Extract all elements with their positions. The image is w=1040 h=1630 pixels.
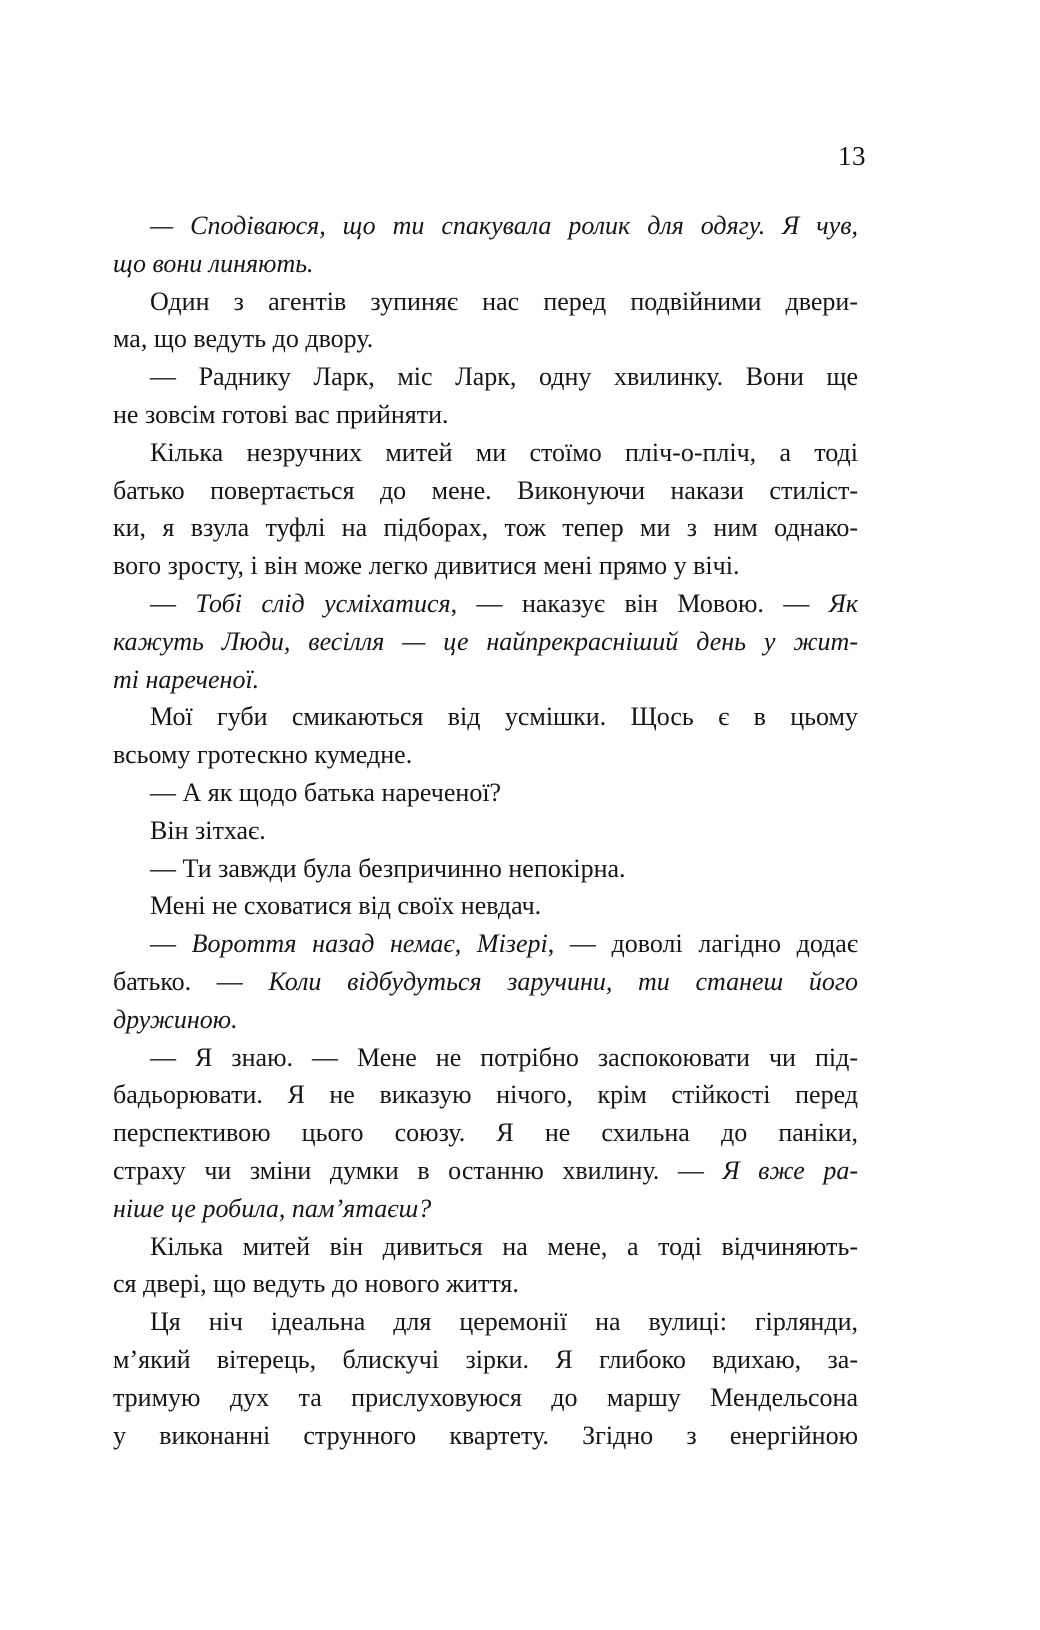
- italic-text-segment: ніше це робила, пам’ятаєш?: [113, 1193, 432, 1223]
- paragraph: [113, 1228, 858, 1304]
- text-line: [113, 1190, 858, 1228]
- text-line: [113, 320, 858, 358]
- text-line: [113, 963, 858, 1001]
- text-segment: всьому гротескно кумедне.: [113, 740, 413, 770]
- text-line: [113, 1379, 858, 1417]
- text-line: [113, 774, 858, 812]
- text-line: [113, 812, 858, 850]
- text-segment: Кілька митей він дивиться на мене, а тоді відчиняють-: [150, 1231, 858, 1261]
- italic-text-segment: дружиною.: [113, 1004, 238, 1034]
- text-segment: —: [150, 929, 192, 959]
- text-line: [113, 850, 858, 888]
- text-segment: ма, що ведуть до двору.: [113, 324, 374, 354]
- text-segment: —: [150, 588, 196, 618]
- italic-text-segment: — Сподіваюся, що ти спакувала ролик для одягу. Я чув,: [150, 211, 858, 240]
- text-line: [113, 547, 858, 585]
- italic-text-segment: Вороття назад немає, Мізері: [191, 929, 548, 959]
- text-line: [113, 1303, 858, 1341]
- text-segment: — Ти завжди була безпричинно непокірна.: [150, 853, 626, 883]
- text-line: [113, 736, 858, 774]
- text-line: [113, 509, 858, 547]
- text-line: [113, 1152, 858, 1190]
- text-segment: — Я знаю. — Мене не потрібно заспокоювати чи під-: [150, 1042, 858, 1072]
- text-line: [113, 472, 858, 510]
- text-segment: тримую дух та прислуховуюся до маршу Мендельсона: [113, 1382, 858, 1412]
- text-segment: Кілька незручних митей ми стоїмо пліч-о-пліч, а тоді: [150, 437, 858, 467]
- paragraph: [113, 925, 858, 1038]
- paragraph: [113, 283, 858, 359]
- text-segment: страху чи зміни думки в останню хвилину. —: [113, 1155, 723, 1185]
- text-segment: вого зросту, і він може легко дивитися мені прямо у вічі.: [113, 551, 740, 581]
- text-segment: — Раднику Ларк, міс Ларк, одну хвилинку. Вони ще: [150, 362, 858, 392]
- italic-text-segment: кажуть Люди, весілля — це найпрекрасніший день у жит-: [113, 626, 858, 656]
- text-line: [113, 1341, 858, 1379]
- paragraph: [113, 434, 858, 585]
- text-line: [113, 396, 858, 434]
- text-segment: ся двері, що ведуть до нового життя.: [113, 1269, 519, 1299]
- text-segment: не зовсім готові вас прийняти.: [113, 399, 449, 429]
- paragraph: [113, 585, 858, 698]
- paragraph: [113, 850, 858, 888]
- text-segment: , — наказує він Мовою. —: [450, 588, 829, 618]
- text-segment: , — доволі лагідно додає: [547, 929, 858, 959]
- italic-text-segment: Я вже ра-: [722, 1155, 858, 1185]
- text-line: [113, 698, 858, 736]
- text-segment: Мої губи смикаються від усмішки. Щось є в цьому: [150, 702, 858, 732]
- text-line: [113, 283, 858, 321]
- text-line: [113, 585, 858, 623]
- text-line: [113, 207, 858, 245]
- text-line: [113, 434, 858, 472]
- page-number: 13: [838, 141, 866, 171]
- text-segment: Він зітхає.: [150, 815, 266, 845]
- text-segment: Ця ніч ідеальна для церемонії на вулиці: гірлянди,: [150, 1307, 858, 1337]
- paragraph: [113, 774, 858, 812]
- text-segment: ки, я взула туфлі на підборах, тож тепер ми з ним однако-: [113, 513, 858, 543]
- text-line: [113, 1001, 858, 1039]
- paragraph: [113, 358, 858, 434]
- text-line: [113, 1265, 858, 1303]
- paragraph: [113, 887, 858, 925]
- text-segment: м’який вітерець, блискучі зірки. Я глибоко вдихаю, за-: [113, 1344, 858, 1374]
- text-segment: у виконанні струнного квартету. Згідно з енергійною: [113, 1420, 858, 1450]
- paragraph: [113, 812, 858, 850]
- text-segment: Мені не сховатися від своїх невдач.: [150, 891, 542, 921]
- text-segment: Один з агентів зупиняє нас перед подвійними двери-: [150, 286, 858, 316]
- text-line: [113, 661, 858, 699]
- text-segment: бадьорювати. Я не виказую нічого, крім стійкості перед: [113, 1080, 858, 1110]
- paragraph: [113, 207, 858, 283]
- text-line: [113, 245, 858, 283]
- text-line: [113, 623, 858, 661]
- text-line: [113, 1114, 858, 1152]
- text-line: [113, 1039, 858, 1077]
- text-line: [113, 1417, 858, 1455]
- text-line: [113, 358, 858, 396]
- text-line: [113, 925, 858, 963]
- text-block: [113, 207, 858, 1454]
- text-segment: батько повертається до мене. Виконуючи накази стиліст-: [113, 475, 858, 505]
- text-segment: батько. —: [113, 966, 269, 996]
- paragraph: [113, 698, 858, 774]
- italic-text-segment: Коли відбудуться заручини, ти станеш його: [268, 966, 858, 996]
- paragraph: [113, 1039, 858, 1228]
- text-line: [113, 1228, 858, 1266]
- italic-text-segment: Як: [828, 588, 858, 618]
- text-line: [113, 1076, 858, 1114]
- italic-text-segment: що вони линяють.: [113, 248, 314, 278]
- text-segment: — А як щодо батька нареченої?: [150, 777, 502, 807]
- paragraph: [113, 1303, 858, 1454]
- italic-text-segment: ті нареченої.: [113, 664, 260, 694]
- italic-text-segment: Тобі слід усміхатися: [195, 588, 451, 618]
- text-line: [113, 887, 858, 925]
- text-segment: перспективою цього союзу. Я не схильна до паніки,: [113, 1118, 858, 1148]
